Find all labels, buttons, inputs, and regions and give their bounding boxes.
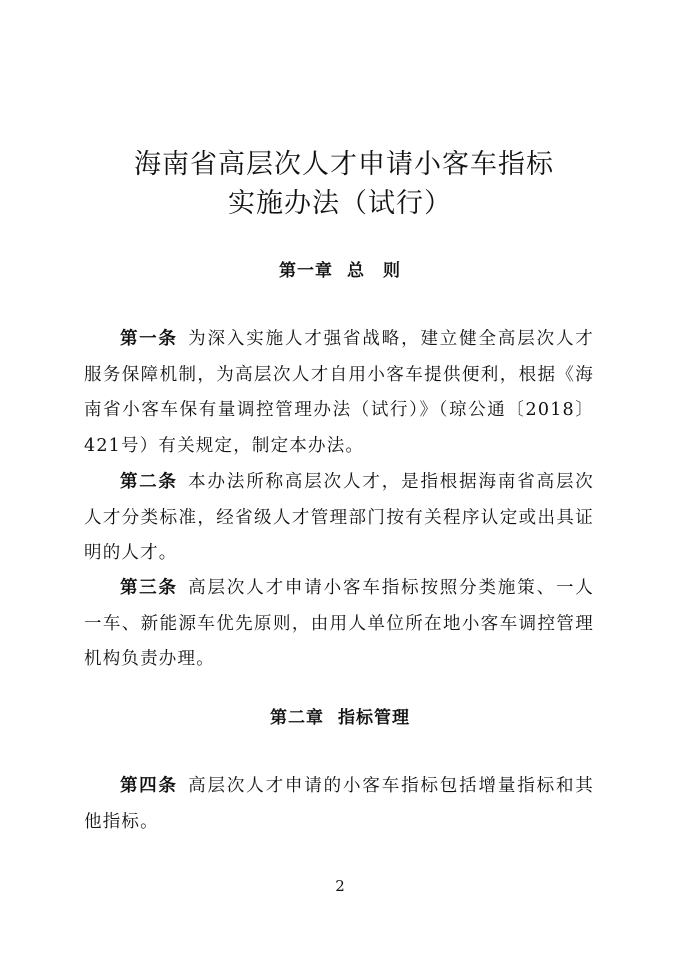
chapter-name: 总 则 [347, 261, 401, 281]
article-number: 第一条 [120, 329, 178, 349]
article-text: 本办法所称高层次人才，是指根据海南省高层次人才分类标准，经省级人才管理部门按有关程序认定或出具证明的人才。 [84, 472, 595, 563]
document-title-line-2: 实施办法（试行） [228, 188, 452, 219]
article-2 [84, 465, 594, 572]
chapter-label: 第二章 [270, 708, 324, 728]
article-text: 为深入实施人才强省战略，建立健全高层次人才服务保障机制，为高层次人才自用小客车提供便利，根据《海南省小客车保有量调控管理办法（试行）》（琼公通〔2018〕421号）有关规定，制定本办法。 [84, 329, 595, 456]
article-1 [84, 322, 594, 464]
chapter-label: 第一章 [279, 261, 333, 281]
article-text: 高层次人才申请的小客车指标包括增量指标和其他指标。 [84, 776, 595, 832]
chapter-heading-2 [0, 705, 680, 731]
document-title-line-1: 海南省高层次人才申请小客车指标 [134, 149, 554, 180]
article-number: 第二条 [120, 472, 178, 492]
article-number: 第三条 [120, 578, 178, 598]
page-number: 2 [335, 877, 345, 895]
article-3 [84, 571, 594, 678]
article-4 [84, 769, 594, 840]
article-number: 第四条 [120, 776, 178, 796]
article-text: 高层次人才申请小客车指标按照分类施策、一人一车、新能源车优先原则，由用人单位所在地小客车调控管理机构负责办理。 [84, 578, 595, 669]
chapter-heading-1 [0, 258, 680, 284]
chapter-name: 指标管理 [338, 708, 410, 728]
